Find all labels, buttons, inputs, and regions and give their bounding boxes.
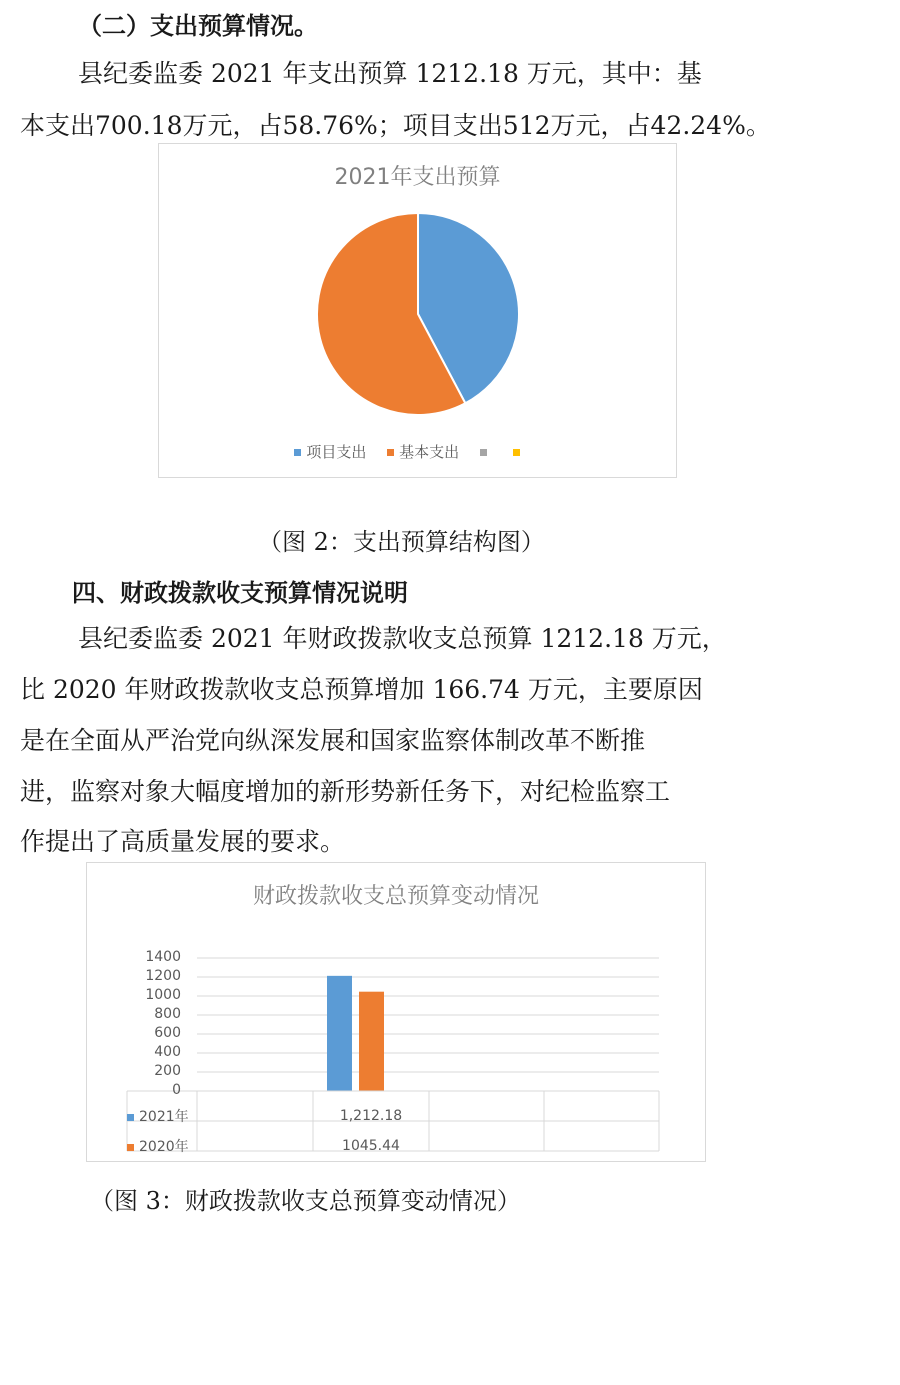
legend-label-basic: 基本支出	[399, 443, 460, 461]
legend-swatch-yellow	[513, 449, 520, 456]
y-tick-0: 0	[172, 1082, 181, 1098]
paragraph-2-line-1: 县纪委监委 2021 年财政拨款收支总预算 1212.18 万元，	[78, 624, 727, 653]
pie-chart-svg	[159, 144, 676, 477]
table-swatch-2020	[127, 1144, 134, 1151]
legend-swatch-basic	[387, 449, 394, 456]
legend-label-project: 项目支出	[306, 443, 367, 461]
pie-chart-box	[158, 143, 677, 478]
section-heading: （二）支出预算情况。	[78, 12, 318, 40]
legend-swatch-gray	[480, 449, 487, 456]
section-4-heading: 四、财政拨款收支预算情况说明	[72, 579, 408, 607]
y-tick-200: 200	[154, 1063, 181, 1079]
paragraph-2-line-5: 作提出了高质量发展的要求。	[20, 827, 346, 856]
bar-2020年	[359, 992, 384, 1091]
legend-item-basic	[387, 443, 459, 461]
legend-swatch-project	[294, 449, 301, 456]
bar-chart-title: 财政拨款收支总预算变动情况	[252, 884, 539, 909]
y-tick-600: 600	[154, 1025, 181, 1041]
legend-item-project	[294, 443, 366, 461]
table-series-2020	[127, 1136, 197, 1156]
bar-chart-box	[86, 862, 706, 1162]
pie-chart-title: 2021年支出预算	[334, 165, 501, 190]
paragraph-2-line-3: 是在全面从严治党向纵深发展和国家监察体制改革不断推	[20, 726, 646, 755]
y-tick-1200: 1200	[145, 968, 181, 984]
table-value-2021: 1,212.18	[339, 1108, 403, 1124]
paragraph-1-line-2: 本支出700.18万元，占58.76%；项目支出512万元，占42.24%。	[20, 111, 771, 140]
y-tick-800: 800	[154, 1006, 181, 1022]
table-label-2021: 2021年	[139, 1109, 189, 1125]
figure-2-caption: （图 2：支出预算结构图）	[258, 528, 545, 556]
y-tick-1400: 1400	[145, 949, 181, 965]
table-swatch-2021	[127, 1114, 134, 1121]
paragraph-2-line-2: 比 2020 年财政拨款收支总预算增加 166.74 万元，主要原因	[20, 675, 703, 704]
table-value-2020: 1045.44	[342, 1138, 400, 1154]
legend-item-empty-yellow	[513, 443, 525, 461]
table-label-2020: 2020年	[139, 1139, 189, 1155]
figure-3-caption: （图 3：财政拨款收支总预算变动情况）	[90, 1187, 521, 1215]
paragraph-2-line-4: 进，监察对象大幅度增加的新形势新任务下，对纪检监察工	[20, 777, 671, 806]
y-tick-1000: 1000	[145, 987, 181, 1003]
table-series-2021	[127, 1106, 197, 1126]
pie-legend	[159, 441, 676, 462]
legend-item-empty-gray	[480, 443, 492, 461]
paragraph-1-line-1: 县纪委监委 2021 年支出预算 1212.18 万元，其中：基	[78, 59, 702, 88]
bar-2021年	[327, 976, 352, 1091]
y-tick-400: 400	[154, 1044, 181, 1060]
